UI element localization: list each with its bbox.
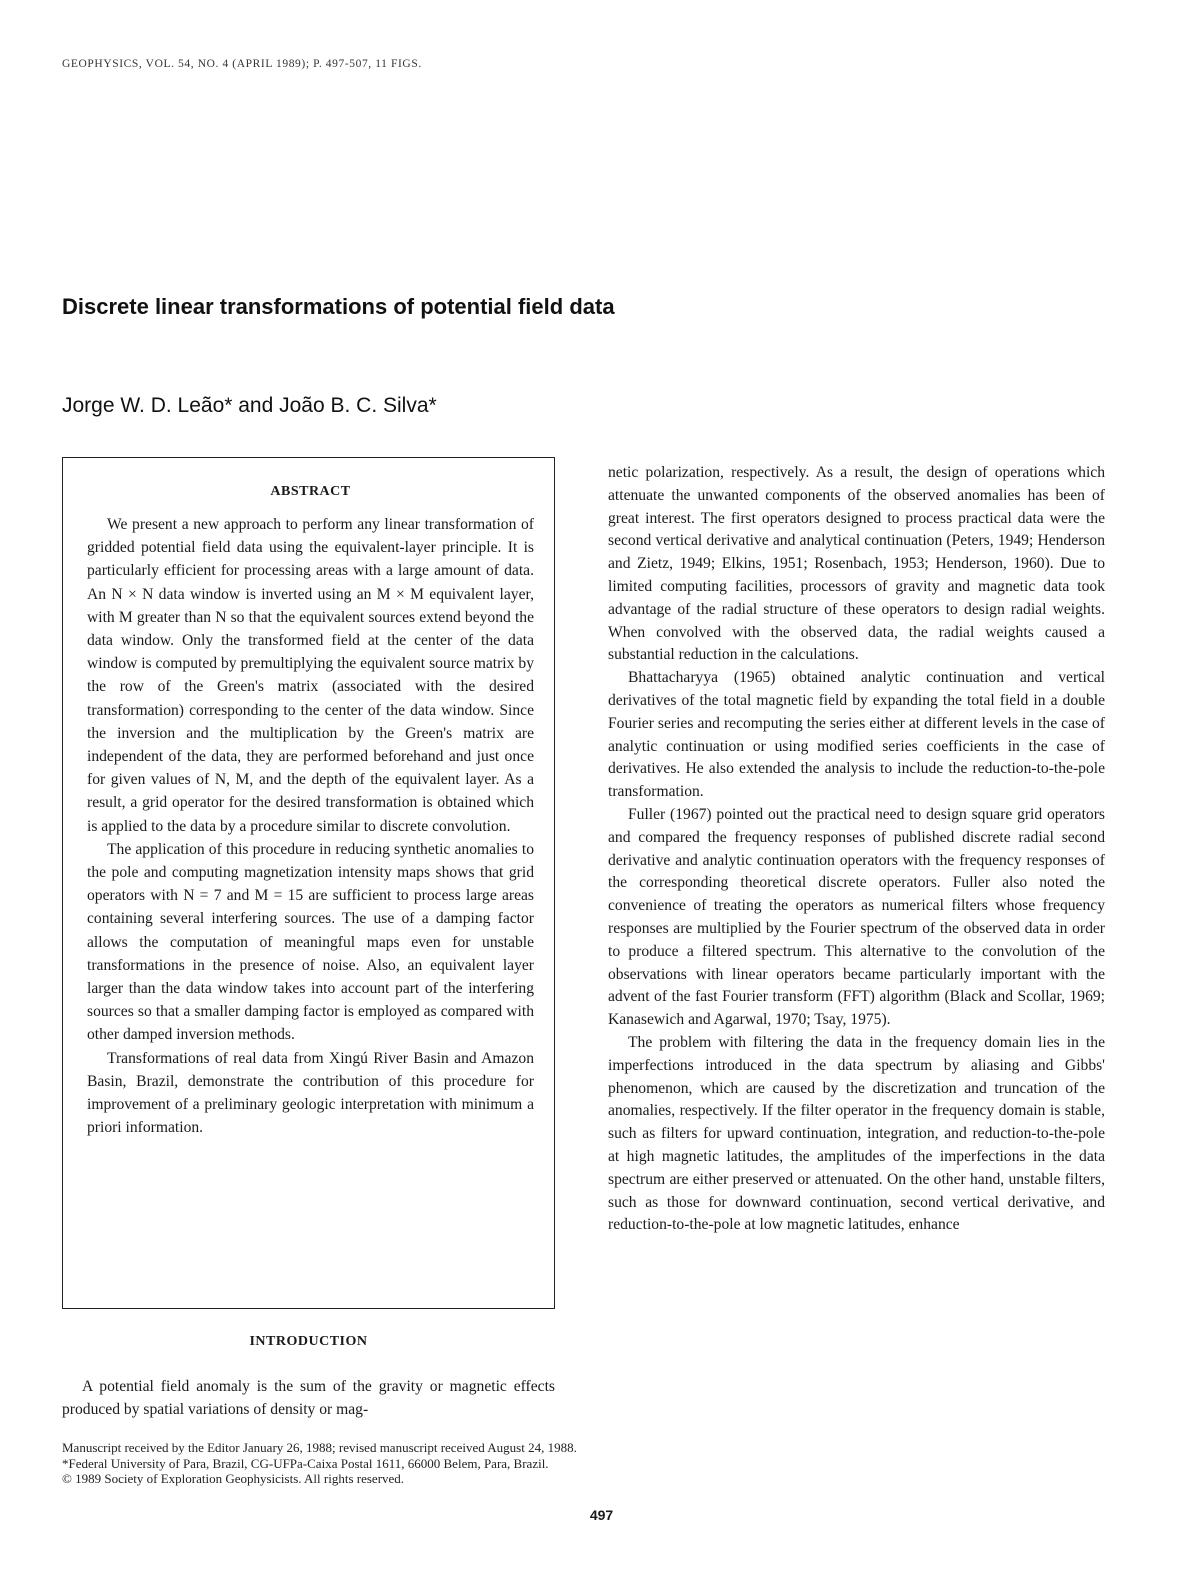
body-paragraph: Fuller (1967) pointed out the practical need to design square grid operators and compared the frequency responses of published discrete radial second derivative and analytic continuation operators with the frequency responses of the corresponding theoretical discrete operators. Fuller also noted the convenience of treating the operators as numerical filters whose frequency responses are multiplied by the Fourier spectrum of the observed data in order to produce a filtered spectrum. This alternative to the convolution of the observations with linear operators became particularly important with the advent of the fast Fourier transform (FFT) algorithm (Black and Scollar, 1969; Kanasewich and Agarwal, 1970; Tsay, 1975). [608, 805, 1105, 1029]
abstract-box [62, 457, 555, 1309]
body-paragraph: The problem with filtering the data in the frequency domain lies in the imperfections introduced in the data spectrum by aliasing and Gibbs' phenomenon, which are caused by the discretization and truncation of the anomalies, respectively. If the filter operator in the frequency domain is stable, such as filters for upward continuation, integration, and reduction-to-the-pole at high magnetic latitudes, the amplitudes of the imperfections in the data spectrum are either preserved or attenuated. On the other hand, unstable filters, such as those for downward continuation, second vertical derivative, and reduction-to-the-pole at low magnetic latitudes, enhance [608, 1033, 1105, 1234]
footnote-received: Manuscript received by the Editor January 26, 1988; revised manuscript received August 24, 1988. [62, 1440, 577, 1455]
introduction-heading: INTRODUCTION [249, 1334, 368, 1349]
abstract-paragraph: Transformations of real data from Xingú River Basin and Amazon Basin, Brazil, demonstrate the contribution of this procedure for improvement of a preliminary geologic interpretation with minimum a priori information. [87, 1049, 534, 1137]
author-line: Jorge W. D. Leão* and João B. C. Silva* [62, 394, 437, 417]
footnotes [62, 1440, 862, 1487]
abstract-paragraph: We present a new approach to perform any linear transformation of gridded potential field data using the equivalent-layer principle. It is particularly efficient for processing areas with a large amount of data. An N × N data window is inverted using an M × M equivalent layer, with M greater than N so that the equivalent sources extend beyond the data window. Only the transformed field at the center of the data window is computed by premultiplying the equivalent source matrix by the row of the Green's matrix (associated with the desired transformation) corresponding to the center of the data window. Since the inversion and the multiplication by the Green's matrix are independent of the data, they are performed beforehand and just once for given values of N, M, and the depth of the equivalent layer. As a result, a grid operator for the desired transformation is obtained which is applied to the data by a procedure similar to discrete convolution. [87, 516, 534, 835]
article-title: Discrete linear transformations of potential field data [62, 294, 615, 319]
right-column [608, 462, 1105, 1237]
body-paragraph-continued: netic polarization, respectively. As a result, the design of operations which attenuate the unwanted components of the observed anomalies has been of great interest. The first operators designed to process practical data were the second vertical derivative and analytical continuation (Peters, 1949; Henderson and Zietz, 1949; Elkins, 1951; Rosenbach, 1953; Henderson, 1960). Due to limited computing facilities, processors of gravity and magnetic data took advantage of the radial structure of these operators to design radial weights. When convolved with the observed data, the radial weights caused a substantial reduction in the calculations. [608, 464, 1105, 664]
abstract-heading: ABSTRACT [270, 484, 351, 499]
abstract-paragraph: The application of this procedure in reducing synthetic anomalies to the pole and computing magnetization intensity maps shows that grid operators with N = 7 and M = 15 are sufficient to process large areas containing several interfering sources. The use of a damping factor allows the computation of meaningful maps even for unstable transformations in the presence of noise. Also, an equivalent layer larger than the data window takes into account part of the interfering sources so that a smaller damping factor is employed as compared with other damped inversion methods. [87, 840, 534, 1044]
body-paragraph: Bhattacharyya (1965) obtained analytic continuation and vertical derivatives of the total magnetic field by expanding the total field in a double Fourier series and recomputing the series either at different levels in the case of analytic continuation or using modified series coefficients in the case of derivatives. He also extended the analysis to include the reduction-to-the-pole transformation. [608, 669, 1105, 801]
footnote-copyright: © 1989 Society of Exploration Geophysicists. All rights reserved. [62, 1471, 405, 1486]
footnote-affiliation: *Federal University of Para, Brazil, CG-UFPa-Caixa Postal 1611, 66000 Belem, Para, Brazil. [62, 1455, 549, 1471]
running-head: GEOPHYSICS, VOL. 54, NO. 4 (APRIL 1989); P. 497-507, 11 FIGS. [62, 58, 422, 70]
introduction-paragraph: A potential field anomaly is the sum of the gravity or magnetic effects produced by spatial variations of density or mag- [62, 1378, 555, 1418]
page-number: 497 [589, 1507, 614, 1523]
